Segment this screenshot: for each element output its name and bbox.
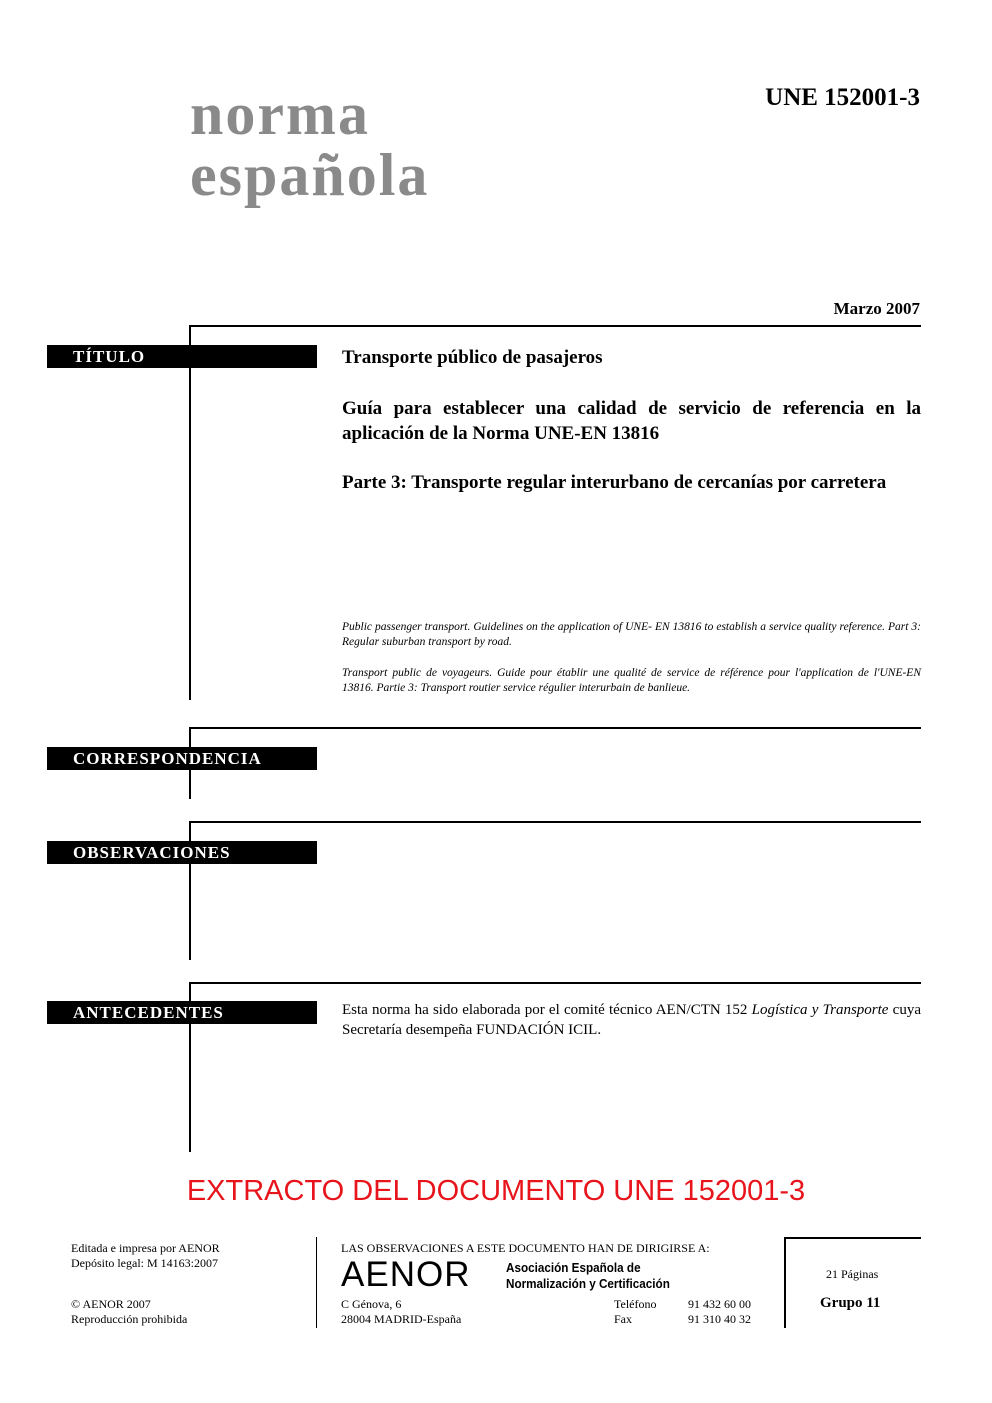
antecedentes-label: ANTECEDENTES bbox=[47, 1001, 317, 1024]
aenor-logo: AENOR bbox=[341, 1255, 471, 1294]
title-french: Transport public de voyageurs. Guide pour établir une qualité de service de référence pour l'application de l'UNE-EN 13816. Partie 3: Transport routier service régulier interurbain de banlieue. bbox=[342, 667, 921, 694]
footer-pages: 21 Páginas bbox=[826, 1267, 879, 1281]
footer-fax: 91 310 40 32 bbox=[688, 1312, 751, 1326]
titulo-rule bbox=[189, 325, 921, 327]
footer-box-top-rule bbox=[784, 1237, 921, 1239]
correspondencia-rule bbox=[189, 727, 921, 729]
antecedentes-text: Esta norma ha sido elaborada por el comité técnico AEN/CTN 152 Logística y Transporte cuya Secretaría desempeña FUNDACIÓN ICIL. bbox=[342, 1002, 921, 1038]
observaciones-label: OBSERVACIONES bbox=[47, 841, 317, 864]
footer-address1: C Génova, 6 bbox=[341, 1297, 402, 1311]
footer-copyright: © AENOR 2007 bbox=[71, 1297, 151, 1311]
aenor-organization: Asociación Española de Normalización y Certificación bbox=[506, 1260, 670, 1291]
footer-deposit: Depósito legal: M 14163:2007 bbox=[71, 1256, 218, 1270]
footer-observations: LAS OBSERVACIONES A ESTE DOCUMENTO HAN DE DIRIGIRSE A: bbox=[341, 1241, 710, 1255]
titulo-vertical-rule bbox=[189, 325, 191, 700]
title-part: Parte 3: Transporte regular interurbano de cercanías por carretera bbox=[342, 472, 887, 493]
norma-heading-line2: española bbox=[190, 142, 430, 208]
footer-box-vertical-rule bbox=[784, 1237, 786, 1328]
observaciones-rule bbox=[189, 821, 921, 823]
title-guide: Guía para establecer una calidad de servicio de referencia en la aplicación de la Norma UNE-EN 13816 bbox=[342, 398, 921, 444]
footer-phone-label: Teléfono bbox=[614, 1297, 657, 1311]
footer-fax-label: Fax bbox=[614, 1312, 632, 1326]
publication-date: Marzo 2007 bbox=[833, 299, 920, 318]
titulo-label: TÍTULO bbox=[47, 345, 317, 368]
extract-watermark: EXTRACTO DEL DOCUMENTO UNE 152001-3 bbox=[186, 1175, 806, 1207]
footer-divider-left bbox=[316, 1237, 317, 1328]
footer-reproduction: Reproducción prohibida bbox=[71, 1312, 188, 1326]
footer-group: Grupo 11 bbox=[820, 1295, 881, 1311]
norma-heading-line1: norma bbox=[190, 81, 370, 147]
antecedentes-rule bbox=[189, 982, 921, 984]
title-english: Public passenger transport. Guidelines on the application of UNE- EN 13816 to establish a service quality reference. Part 3: Regular suburban transport by road. bbox=[342, 621, 921, 648]
footer-address2: 28004 MADRID-España bbox=[341, 1312, 462, 1326]
correspondencia-label: CORRESPONDENCIA bbox=[47, 747, 317, 770]
title-main: Transporte público de pasajeros bbox=[342, 347, 603, 368]
footer-phone: 91 432 60 00 bbox=[688, 1297, 751, 1311]
standard-code: UNE 152001-3 bbox=[765, 84, 920, 111]
footer-edited: Editada e impresa por AENOR bbox=[71, 1241, 220, 1255]
